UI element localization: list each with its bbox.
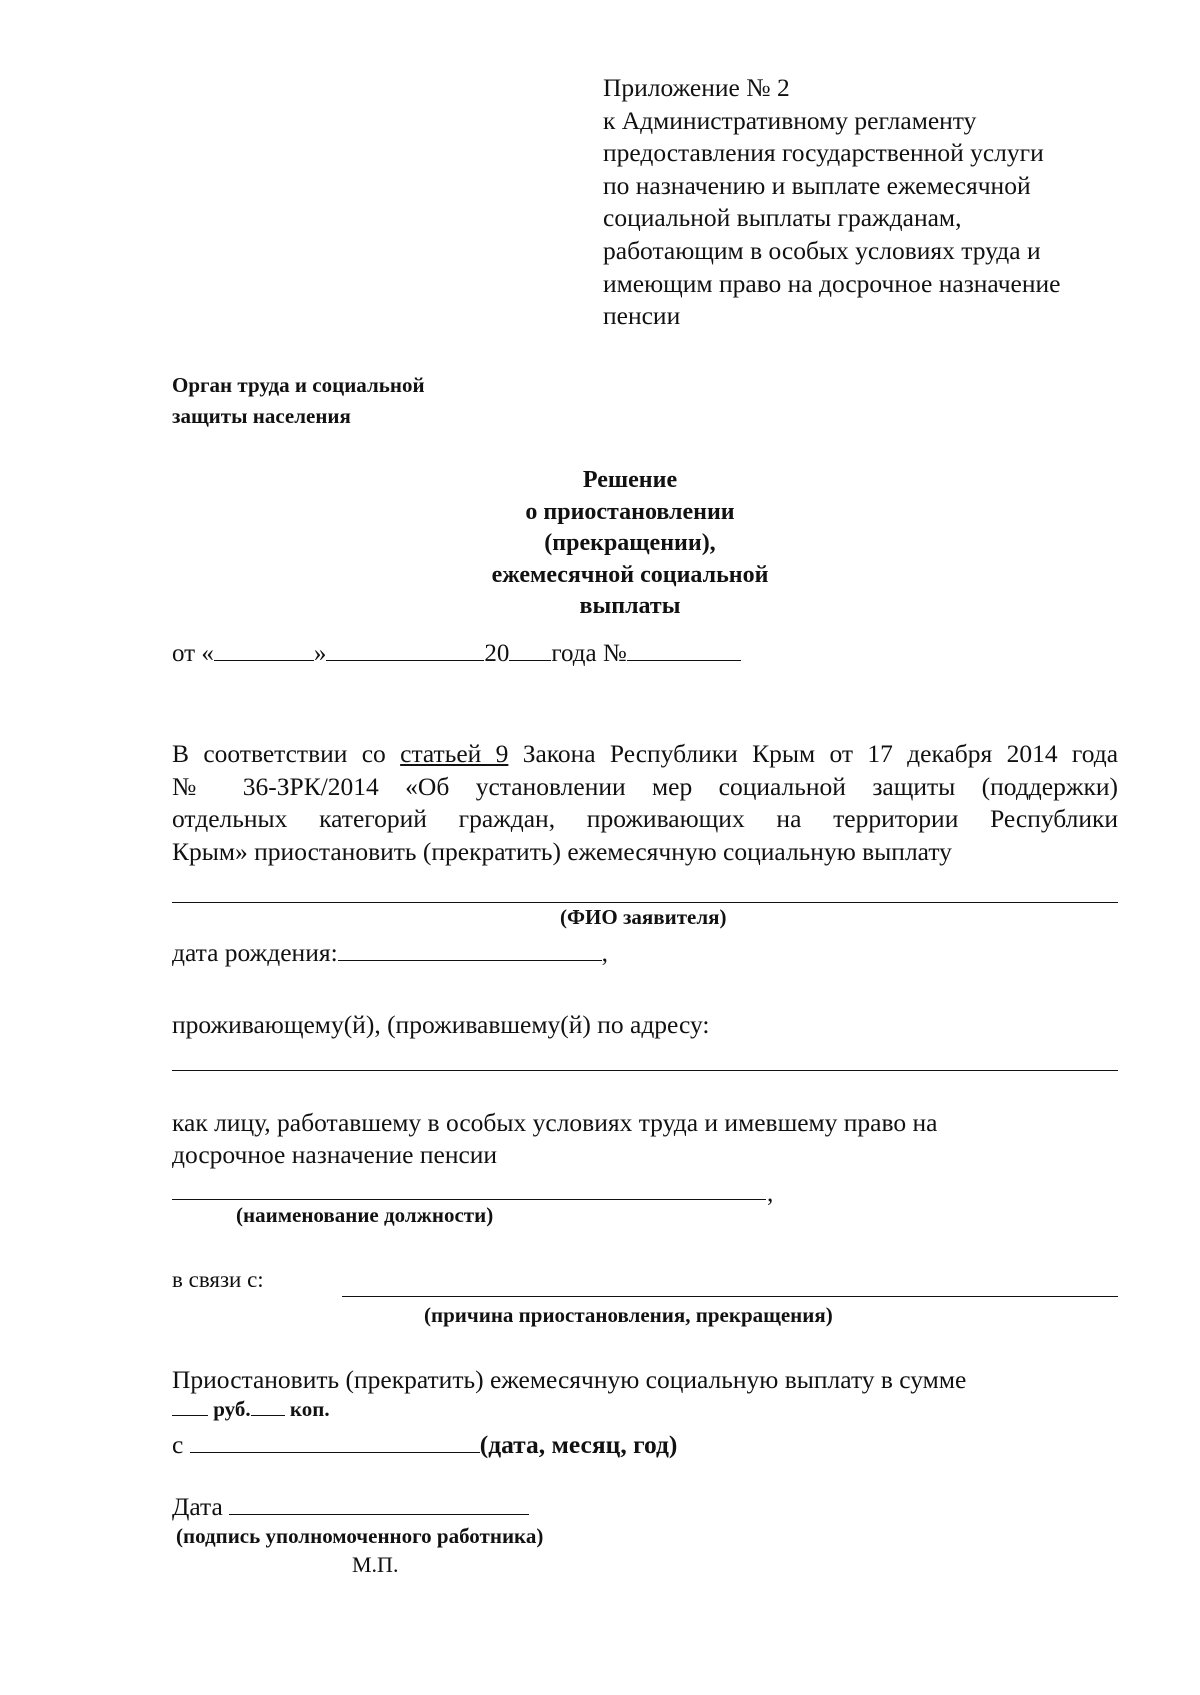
signature-blank-field[interactable] [229,1490,529,1515]
decision-date-line [172,636,741,668]
paragraph-line-1 [172,738,1118,771]
appendix-line: работающим в особых условиях труда и [603,235,1041,265]
rub-label: руб. [213,1397,251,1421]
reason-blank-field[interactable] [342,1296,1118,1297]
from-date-blank-field[interactable] [190,1428,480,1453]
paragraph-line-4: Крым» приостановить (прекратить) ежемесячную социальную выплату [172,836,952,866]
position-line-1: как лицу, работавшему в особых условиях труда и имевшему право на [172,1108,938,1137]
issuing-organ [172,370,425,432]
appendix-line: пенсии [603,301,681,331]
title-line: ежемесячной социальной [491,561,769,588]
appendix-line: предоставления государственной услуги [603,138,1044,168]
signature-row [172,1490,529,1522]
position-line-2: досрочное назначение пенсии [172,1140,498,1169]
position-caption: (наименование должности) [236,1203,494,1227]
amount-row [172,1395,330,1422]
amount-line: Приостановить (прекратить) ежемесячную социальную выплату в сумме [172,1365,967,1394]
year-suffix: года № [551,640,627,667]
paragraph-text: В соответствии со [172,739,401,768]
organ-line-2: защиты населения [172,404,351,428]
appendix-line: по назначению и выплате ежемесячной [603,170,1031,200]
appendix-header [603,72,1060,333]
position-suffix: , [767,1178,774,1207]
document-title [430,465,830,623]
date-close-quote: » [313,640,327,667]
fio-caption: (ФИО заявителя) [560,905,727,929]
fio-blank-field[interactable] [172,902,1118,903]
year-blank-field[interactable] [509,636,551,661]
reason-label: в связи с: [172,1267,264,1292]
paragraph-line-2: № 36-ЗРК/2014 «Об установлении мер социальной защиты (поддержки) [172,771,1118,801]
decision-number-blank-field[interactable] [627,636,741,661]
title-line: Решение [582,467,678,493]
stamp-place-label: М.П. [352,1552,399,1577]
appendix-line: имеющим право на досрочное назначение [603,268,1061,298]
paragraph-text: Закона Республики Крым от 17 декабря 2014 года [508,739,1119,768]
kop-blank-field[interactable] [251,1395,285,1416]
month-blank-field[interactable] [326,636,484,661]
title-line: (прекращении), [544,530,716,556]
day-blank-field[interactable] [214,636,314,661]
article-9-link[interactable]: статьей 9 [400,739,509,768]
signature-date-label: Дата [172,1492,223,1521]
position-blank-field[interactable] [172,1199,766,1200]
paragraph-line-3: отдельных категорий граждан, проживающих на территории Республики [172,804,1118,834]
year-prefix: 20 [484,640,510,667]
appendix-line: социальной выплаты гражданам, [603,203,962,233]
address-blank-field[interactable] [172,1070,1118,1071]
kop-label: коп. [289,1397,330,1421]
from-date-caption: (дата, месяц, год) [479,1430,678,1459]
title-line: о приостановлении [525,498,735,525]
from-date-prefix: с [172,1430,184,1459]
appendix-line: Приложение № 2 [603,73,790,102]
birth-date-suffix: , [601,938,609,967]
appendix-line: к Административному регламенту [603,105,977,135]
birth-date-row [172,936,608,968]
from-date-row [172,1428,677,1460]
title-line: выплаты [579,593,681,619]
date-prefix: от « [172,640,214,667]
organ-line-1: Орган труда и социальной [172,373,425,397]
rub-blank-field[interactable] [172,1395,208,1416]
birth-date-blank-field[interactable] [338,936,602,961]
signature-caption: (подпись уполномоченного работника) [176,1524,544,1548]
address-label: проживающему(й), (проживавшему(й) по адресу: [172,1010,710,1039]
legal-basis-paragraph [172,738,1118,868]
birth-date-label: дата рождения: [172,938,338,967]
reason-caption: (причина приостановления, прекращения) [424,1303,833,1327]
